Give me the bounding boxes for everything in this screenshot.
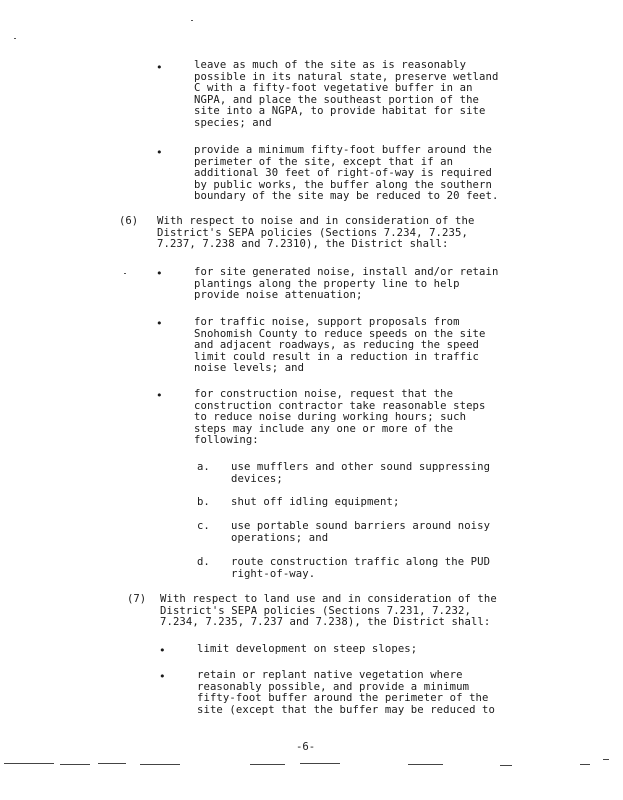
bullet-text-habitat: leave as much of the site as is reasonably possible in its natural state, preserve wetland C with a fifty-foot vegetative buffer in an NGPA, and place the southeast portion of the site into a NGPA, to provide habitat for site species; and xyxy=(194,59,499,129)
bullet-text-construction-noise: for construction noise, request that the construction contractor take reasonable steps to reduce noise during working hours; such steps may include any one or more of the following: xyxy=(194,388,486,447)
scan-edge-line xyxy=(98,763,126,764)
section-intro-land-use: With respect to land use and in consideration of the District's SEPA policies (Sections 7.231, 7.232, 7.234, 7.235, 7.237 and 7.238), the District shall: xyxy=(160,593,497,629)
list-item-text: use mufflers and other sound suppressing devices; xyxy=(231,461,491,485)
section-number: (7) xyxy=(127,593,147,605)
bullet-icon: • xyxy=(156,317,163,330)
scan-speck xyxy=(14,38,16,39)
bullet-icon: • xyxy=(159,644,166,657)
bullet-icon: • xyxy=(156,146,163,159)
bullet-text-buffer: provide a minimum fifty-foot buffer around the perimeter of the site, except that if an additional 30 feet of right-of-way is required by public works, the buffer along the southern boundary of the site may be reduced to 20 feet. xyxy=(194,144,499,203)
bullet-text-traffic-noise: for traffic noise, support proposals from Snohomish County to reduce speeds on the site and adjacent roadways, as reducing the speed limit could result in a reduction in traffic noise levels; and xyxy=(194,316,486,375)
bullet-text-vegetation: retain or replant native vegetation where reasonably possible, and provide a minimum fifty-foot buffer around the perimeter of the site (except that the buffer may be reduced to xyxy=(197,669,495,716)
bullet-icon: • xyxy=(156,389,163,402)
list-letter: b. xyxy=(197,496,210,508)
scan-edge-line xyxy=(300,763,340,764)
scan-edge-line xyxy=(580,764,590,765)
section-number: (6) xyxy=(119,215,139,227)
scan-edge-line xyxy=(500,765,512,766)
bullet-icon: • xyxy=(156,61,163,74)
scan-edge-line xyxy=(4,763,54,764)
bullet-icon: • xyxy=(156,267,163,280)
list-item-text: route construction traffic along the PUD right-of-way. xyxy=(231,556,491,580)
page-number: -6- xyxy=(296,741,316,753)
scan-edge-line xyxy=(408,764,443,765)
bullet-text-site-noise: for site generated noise, install and/or retain plantings along the property line to help provide noise attenuation; xyxy=(194,266,499,302)
list-item-text: shut off idling equipment; xyxy=(231,496,400,508)
list-letter: c. xyxy=(197,520,210,532)
scan-edge-line xyxy=(140,764,180,765)
scan-edge-line xyxy=(603,759,609,760)
scan-speck xyxy=(124,273,126,274)
bullet-text-steep-slopes: limit development on steep slopes; xyxy=(197,643,418,655)
list-letter: d. xyxy=(197,556,210,568)
list-item-text: use portable sound barriers around noisy operations; and xyxy=(231,520,491,544)
scan-speck xyxy=(191,20,193,21)
scan-edge-line xyxy=(60,764,90,765)
section-intro-noise: With respect to noise and in consideration of the District's SEPA policies (Sections 7.234, 7.235, 7.237, 7.238 and 7.2310), the District shall: xyxy=(157,215,475,251)
scan-edge-line xyxy=(250,764,285,765)
list-letter: a. xyxy=(197,461,210,473)
bullet-icon: • xyxy=(159,670,166,683)
